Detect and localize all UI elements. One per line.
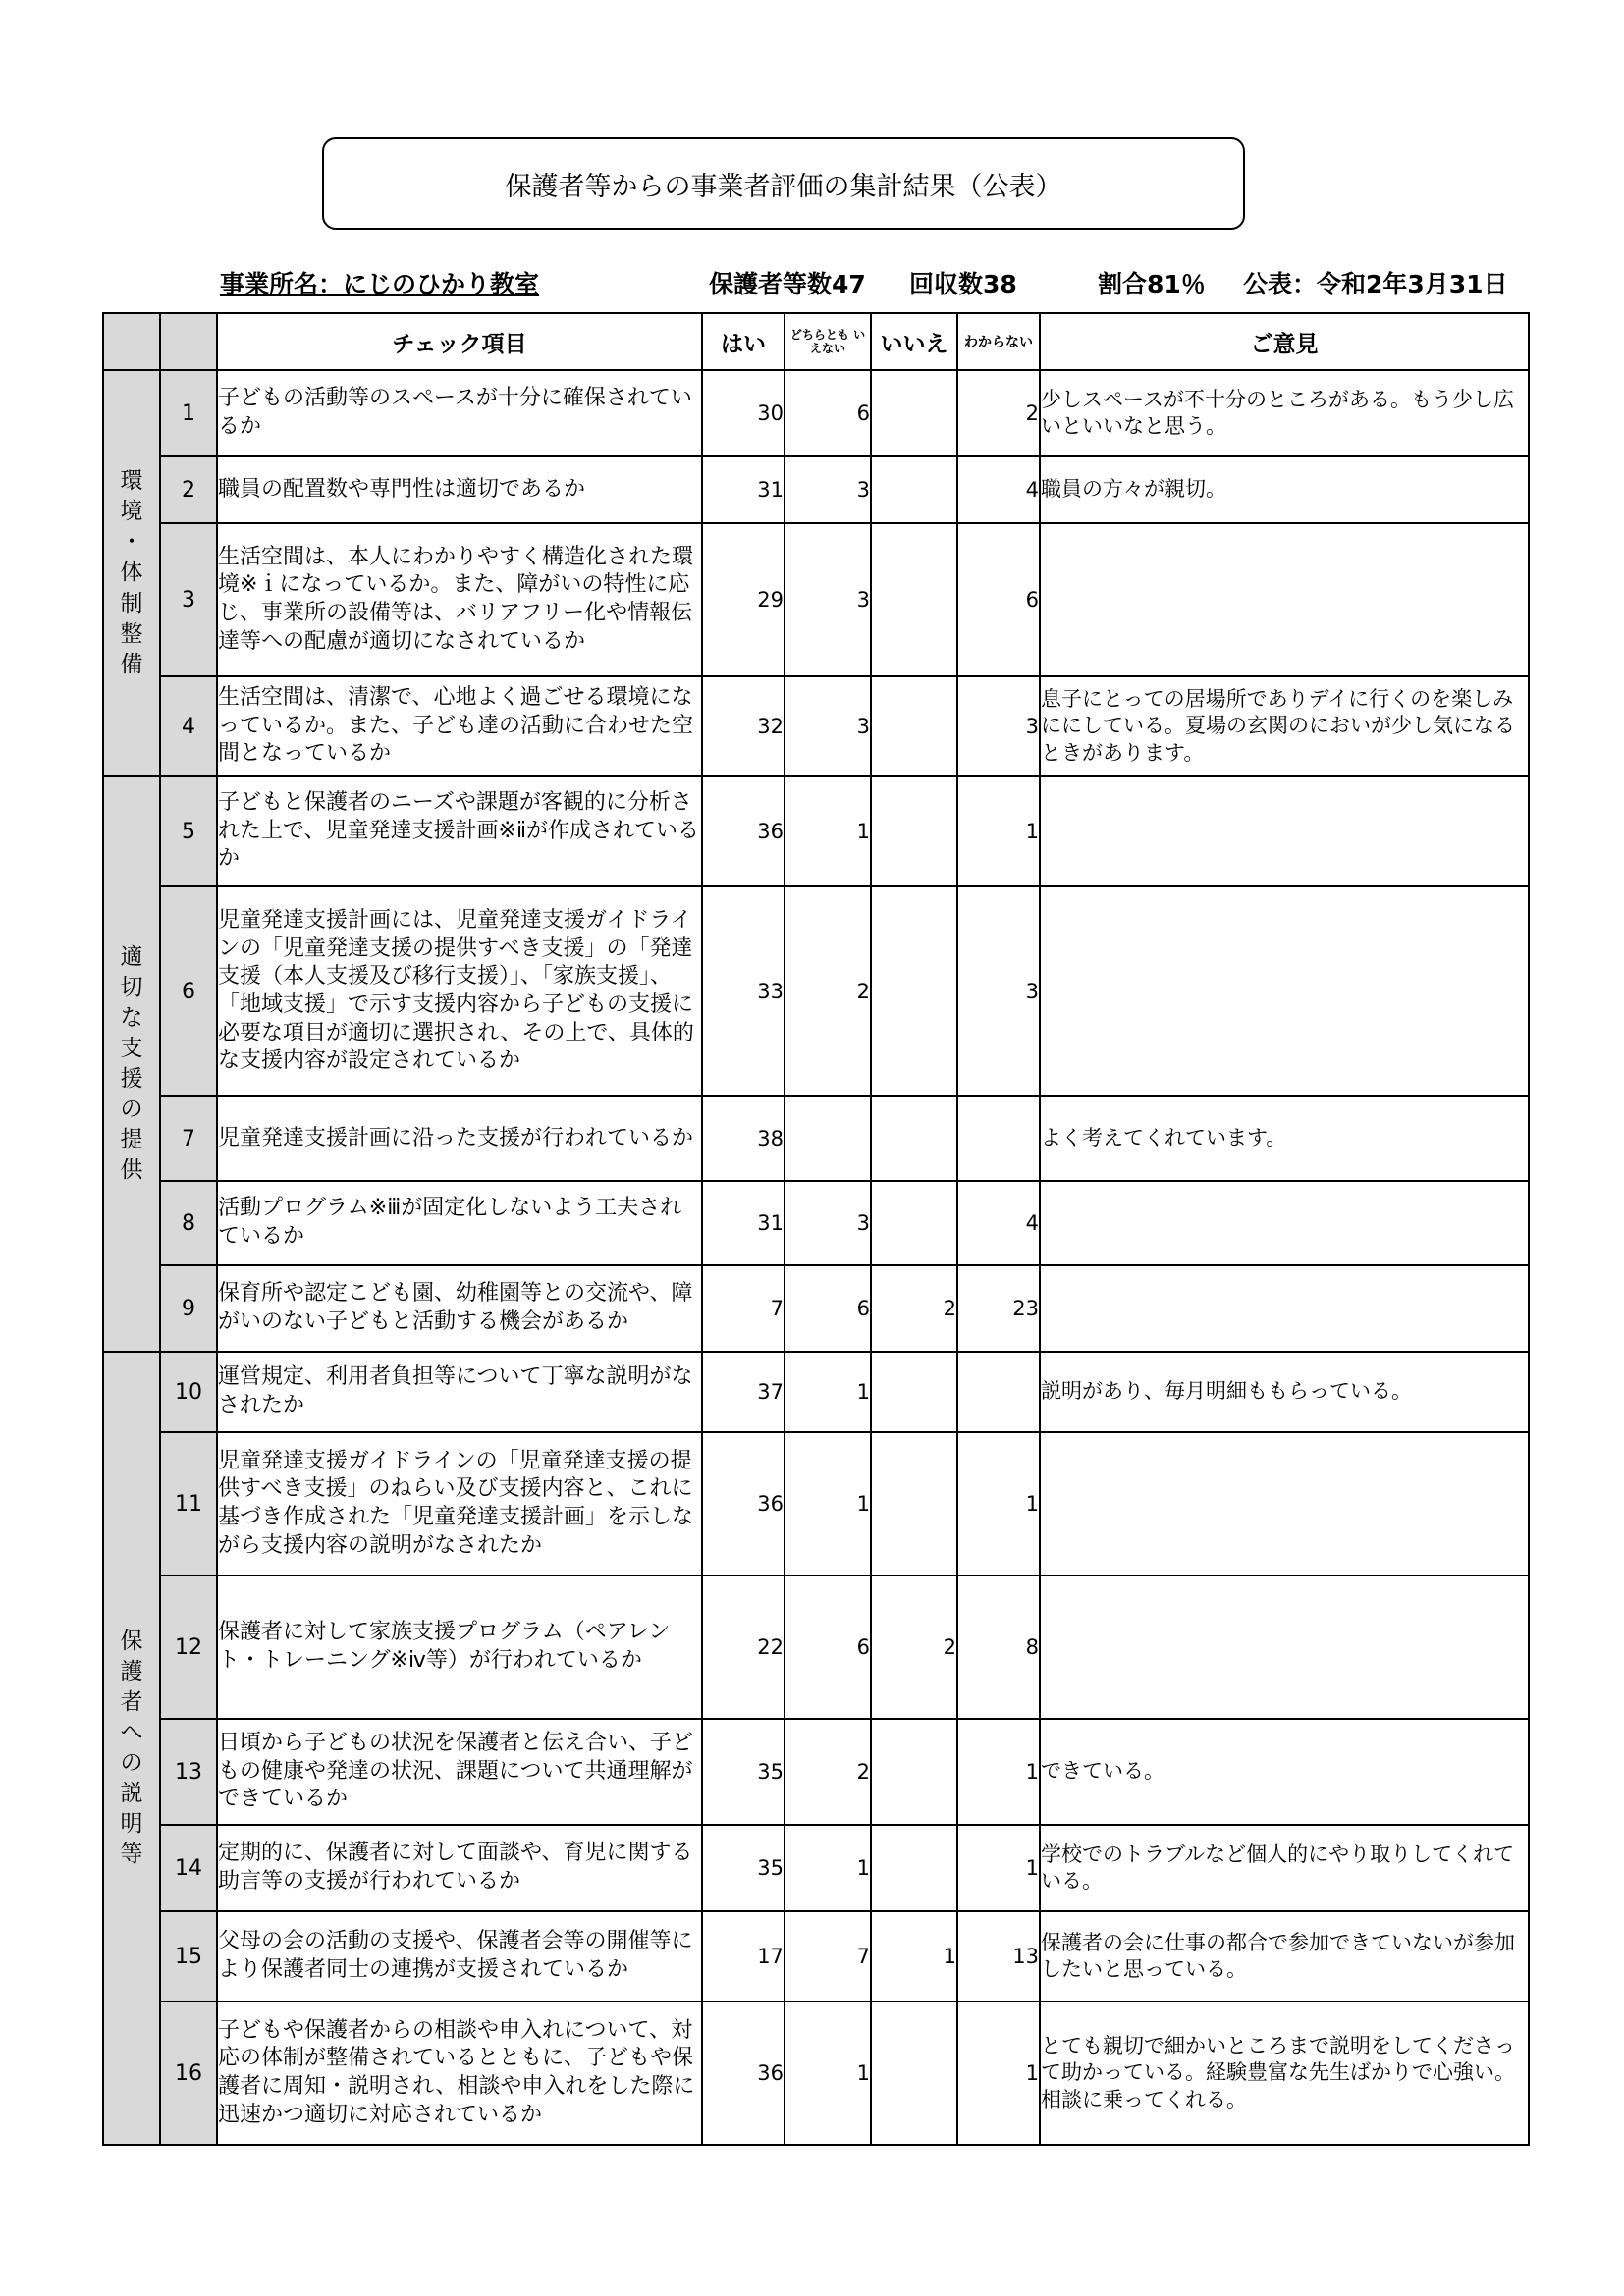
- table-row: [103, 1265, 1529, 1352]
- check-item: 父母の会の活動の支援や、保護者会等の開催等により保護者同士の連携が支援されているか: [217, 1911, 702, 2002]
- no-count: 2: [871, 1575, 957, 1719]
- neither-count: 2: [785, 1719, 871, 1825]
- header-check-item: チェック項目: [217, 313, 702, 370]
- category-char: の: [120, 1096, 143, 1123]
- category-char: 供: [120, 1157, 143, 1184]
- yes-count: 31: [702, 1181, 785, 1265]
- opinion-text: [1040, 776, 1529, 886]
- check-item: 子どもや保護者からの相談や申入れについて、対応の体制が整備されているとともに、子どもや保護者に周知・説明され、相談や申入れをした際に迅速かつ適切に対応されているか: [217, 2002, 702, 2145]
- check-item: 子どもの活動等のスペースが十分に確保されているか: [217, 370, 702, 456]
- neither-count: 1: [785, 1352, 871, 1432]
- neither-count: 2: [785, 886, 871, 1096]
- neither-count: 3: [785, 456, 871, 523]
- no-count: [871, 1719, 957, 1825]
- unknown-count: 3: [957, 676, 1040, 776]
- opinion-text: とても親切で細かいところまで説明をしてくださって助かっている。経験豊富な先生ばかりで心強い。相談に乗ってくれる。: [1040, 2002, 1529, 2145]
- category-char: 体: [120, 560, 143, 586]
- no-count: [871, 523, 957, 676]
- row-number: 16: [160, 2002, 217, 2145]
- category-label: [103, 776, 160, 1352]
- header-yes: はい: [702, 313, 785, 370]
- yes-count: 35: [702, 1825, 785, 1911]
- no-count: 1: [871, 1911, 957, 2002]
- opinion-text: [1040, 523, 1529, 676]
- category-char: 援: [120, 1066, 143, 1092]
- category-char: 説: [120, 1781, 143, 1807]
- facility-name: 事業所名：にじのひかり教室: [220, 270, 540, 298]
- row-number: 11: [160, 1432, 217, 1575]
- category-char: 適: [120, 943, 143, 970]
- category-char: 護: [120, 1658, 143, 1684]
- header-number: [160, 313, 217, 370]
- evaluation-table: [102, 312, 1530, 2146]
- row-number: 12: [160, 1575, 217, 1719]
- yes-count: 35: [702, 1719, 785, 1825]
- opinion-text: [1040, 1265, 1529, 1352]
- neither-count: 3: [785, 523, 871, 676]
- yes-count: 38: [702, 1096, 785, 1181]
- check-item: 保護者に対して家族支援プログラム（ペアレント・トレーニング※ⅳ等）が行われているか: [217, 1575, 702, 1719]
- category-char: 支: [120, 1035, 143, 1061]
- category-char: 明: [120, 1811, 143, 1838]
- unknown-count: 1: [957, 1825, 1040, 1911]
- yes-count: 36: [702, 1432, 785, 1575]
- neither-count: 3: [785, 1181, 871, 1265]
- no-count: [871, 1825, 957, 1911]
- check-item: 子どもと保護者のニーズや課題が客観的に分析された上で、児童発達支援計画※ⅱが作成されているか: [217, 776, 702, 886]
- check-item: 児童発達支援計画には、児童発達支援ガイドラインの「児童発達支援の提供すべき支援」の「発達支援（本人支援及び移行支援）」、「家族支援」、「地域支援」で示す支援内容から子どもの支援に必要な項目が適切に選択され、その上で、具体的な支援内容が設定されているか: [217, 886, 702, 1096]
- neither-count: 1: [785, 2002, 871, 2145]
- category-char: へ: [120, 1719, 143, 1745]
- header-neither: どちらとも いえない: [785, 313, 871, 370]
- row-number: 1: [160, 370, 217, 456]
- check-item: 日頃から子どもの状況を保護者と伝え合い、子どもの健康や発達の状況、課題について共通理解ができているか: [217, 1719, 702, 1825]
- no-count: [871, 1352, 957, 1432]
- unknown-count: 4: [957, 456, 1040, 523]
- opinion-text: 説明があり、毎月明細ももらっている。: [1040, 1352, 1529, 1432]
- row-number: 15: [160, 1911, 217, 2002]
- opinion-text: 少しスペースが不十分のところがある。もう少し広いといいなと思う。: [1040, 370, 1529, 456]
- category-char: 者: [120, 1688, 143, 1715]
- unknown-count: [957, 1352, 1040, 1432]
- neither-count: 1: [785, 776, 871, 886]
- opinion-text: [1040, 1181, 1529, 1265]
- no-count: [871, 886, 957, 1096]
- opinion-text: [1040, 886, 1529, 1096]
- row-number: 8: [160, 1181, 217, 1265]
- category-char: 切: [120, 974, 143, 1000]
- unknown-count: 1: [957, 1432, 1040, 1575]
- check-item: 生活空間は、清潔で、心地よく過ごせる環境になっているか。また、子ども達の活動に合わせた空間となっているか: [217, 676, 702, 776]
- no-count: [871, 1181, 957, 1265]
- row-number: 7: [160, 1096, 217, 1181]
- yes-count: 37: [702, 1352, 785, 1432]
- publication-date: 公表：令和2年3月31日: [1243, 270, 1508, 298]
- unknown-count: 4: [957, 1181, 1040, 1265]
- table-row: [103, 1432, 1529, 1575]
- yes-count: 36: [702, 776, 785, 886]
- table-row: [103, 2002, 1529, 2145]
- category-char: 等: [120, 1842, 143, 1868]
- table-row: [103, 370, 1529, 456]
- opinion-text: できている。: [1040, 1719, 1529, 1825]
- row-number: 6: [160, 886, 217, 1096]
- check-item: 児童発達支援ガイドラインの「児童発達支援の提供すべき支援」のねらい及び支援内容と、これに基づき作成された「児童発達支援計画」を示しながら支援内容の説明がなされたか: [217, 1432, 702, 1575]
- check-item: 生活空間は、本人にわかりやすく構造化された環境※ｉになっているか。また、障がいの特性に応じ、事業所の設備等は、バリアフリー化や情報伝達等への配慮が適切になされているか: [217, 523, 702, 676]
- check-item: 運営規定、利用者負担等について丁寧な説明がなされたか: [217, 1352, 702, 1432]
- unknown-count: 1: [957, 1719, 1040, 1825]
- yes-count: 17: [702, 1911, 785, 2002]
- row-number: 4: [160, 676, 217, 776]
- document-title: 保護者等からの事業者評価の集計結果（公表）: [322, 137, 1245, 230]
- neither-count: 1: [785, 1432, 871, 1575]
- table-row: [103, 1096, 1529, 1181]
- collected-count: 回収数38: [909, 270, 1017, 298]
- check-item: 職員の配置数や専門性は適切であるか: [217, 456, 702, 523]
- row-number: 3: [160, 523, 217, 676]
- neither-count: 6: [785, 1575, 871, 1719]
- parents-count: 保護者等数47: [709, 270, 866, 298]
- category-label: [103, 370, 160, 776]
- table-row: [103, 523, 1529, 676]
- row-number: 14: [160, 1825, 217, 1911]
- yes-count: 32: [702, 676, 785, 776]
- check-item: 活動プログラム※ⅲが固定化しないよう工夫されているか: [217, 1181, 702, 1265]
- table-row: [103, 1181, 1529, 1265]
- yes-count: 31: [702, 456, 785, 523]
- no-count: [871, 1432, 957, 1575]
- no-count: [871, 370, 957, 456]
- neither-count: [785, 1096, 871, 1181]
- table-row: [103, 1825, 1529, 1911]
- table-row: [103, 886, 1529, 1096]
- header-unknown: わからない: [957, 313, 1040, 370]
- yes-count: 30: [702, 370, 785, 456]
- opinion-text: 保護者の会に仕事の都合で参加できていないが参加したいと思っている。: [1040, 1911, 1529, 2002]
- table-row: [103, 1352, 1529, 1432]
- header-opinion: ご意見: [1040, 313, 1529, 370]
- neither-count: 3: [785, 676, 871, 776]
- category-char: 境: [120, 499, 143, 525]
- category-char: 環: [120, 468, 143, 495]
- table-row: [103, 776, 1529, 886]
- response-ratio: 割合81％: [1098, 270, 1206, 298]
- opinion-text: [1040, 1575, 1529, 1719]
- category-char: の: [120, 1750, 143, 1776]
- unknown-count: 3: [957, 886, 1040, 1096]
- opinion-text: よく考えてくれています。: [1040, 1096, 1529, 1181]
- no-count: [871, 676, 957, 776]
- info-row: [0, 265, 1624, 300]
- opinion-text: 息子にとっての居場所でありデイに行くのを楽しみににしている。夏場の玄関のにおいが少し気になるときがあります。: [1040, 676, 1529, 776]
- no-count: [871, 776, 957, 886]
- yes-count: 36: [702, 2002, 785, 2145]
- unknown-count: 6: [957, 523, 1040, 676]
- category-label: [103, 1352, 160, 2145]
- unknown-count: 13: [957, 1911, 1040, 2002]
- no-count: [871, 456, 957, 523]
- check-item: 定期的に、保護者に対して面談や、育児に関する助言等の支援が行われているか: [217, 1825, 702, 1911]
- header-no: いいえ: [871, 313, 957, 370]
- no-count: [871, 2002, 957, 2145]
- row-number: 5: [160, 776, 217, 886]
- unknown-count: 1: [957, 2002, 1040, 2145]
- neither-count: 6: [785, 370, 871, 456]
- check-item: 保育所や認定こども園、幼稚園等との交流や、障がいのない子どもと活動する機会があるか: [217, 1265, 702, 1352]
- row-number: 9: [160, 1265, 217, 1352]
- opinion-text: 職員の方々が親切。: [1040, 456, 1529, 523]
- yes-count: 33: [702, 886, 785, 1096]
- unknown-count: 2: [957, 370, 1040, 456]
- table-row: [103, 1911, 1529, 2002]
- unknown-count: [957, 1096, 1040, 1181]
- yes-count: 29: [702, 523, 785, 676]
- row-number: 13: [160, 1719, 217, 1825]
- yes-count: 22: [702, 1575, 785, 1719]
- check-item: 児童発達支援計画に沿った支援が行われているか: [217, 1096, 702, 1181]
- opinion-text: [1040, 1432, 1529, 1575]
- category-char: 提: [120, 1127, 143, 1153]
- unknown-count: 1: [957, 776, 1040, 886]
- header-row: [103, 313, 1529, 370]
- row-number: 10: [160, 1352, 217, 1432]
- table-row: [103, 676, 1529, 776]
- opinion-text: 学校でのトラブルなど個人的にやり取りしてくれている。: [1040, 1825, 1529, 1911]
- neither-count: 7: [785, 1911, 871, 2002]
- category-char: 制: [120, 590, 143, 616]
- category-char: ・: [120, 529, 143, 556]
- table-row: [103, 1575, 1529, 1719]
- category-char: な: [120, 1004, 143, 1031]
- header-category: [103, 313, 160, 370]
- no-count: 2: [871, 1265, 957, 1352]
- no-count: [871, 1096, 957, 1181]
- category-char: 備: [120, 651, 143, 677]
- category-char: 保: [120, 1628, 143, 1654]
- yes-count: 7: [702, 1265, 785, 1352]
- unknown-count: 8: [957, 1575, 1040, 1719]
- category-char: 整: [120, 620, 143, 647]
- neither-count: 6: [785, 1265, 871, 1352]
- table-row: [103, 1719, 1529, 1825]
- row-number: 2: [160, 456, 217, 523]
- unknown-count: 23: [957, 1265, 1040, 1352]
- table-row: [103, 456, 1529, 523]
- neither-count: 1: [785, 1825, 871, 1911]
